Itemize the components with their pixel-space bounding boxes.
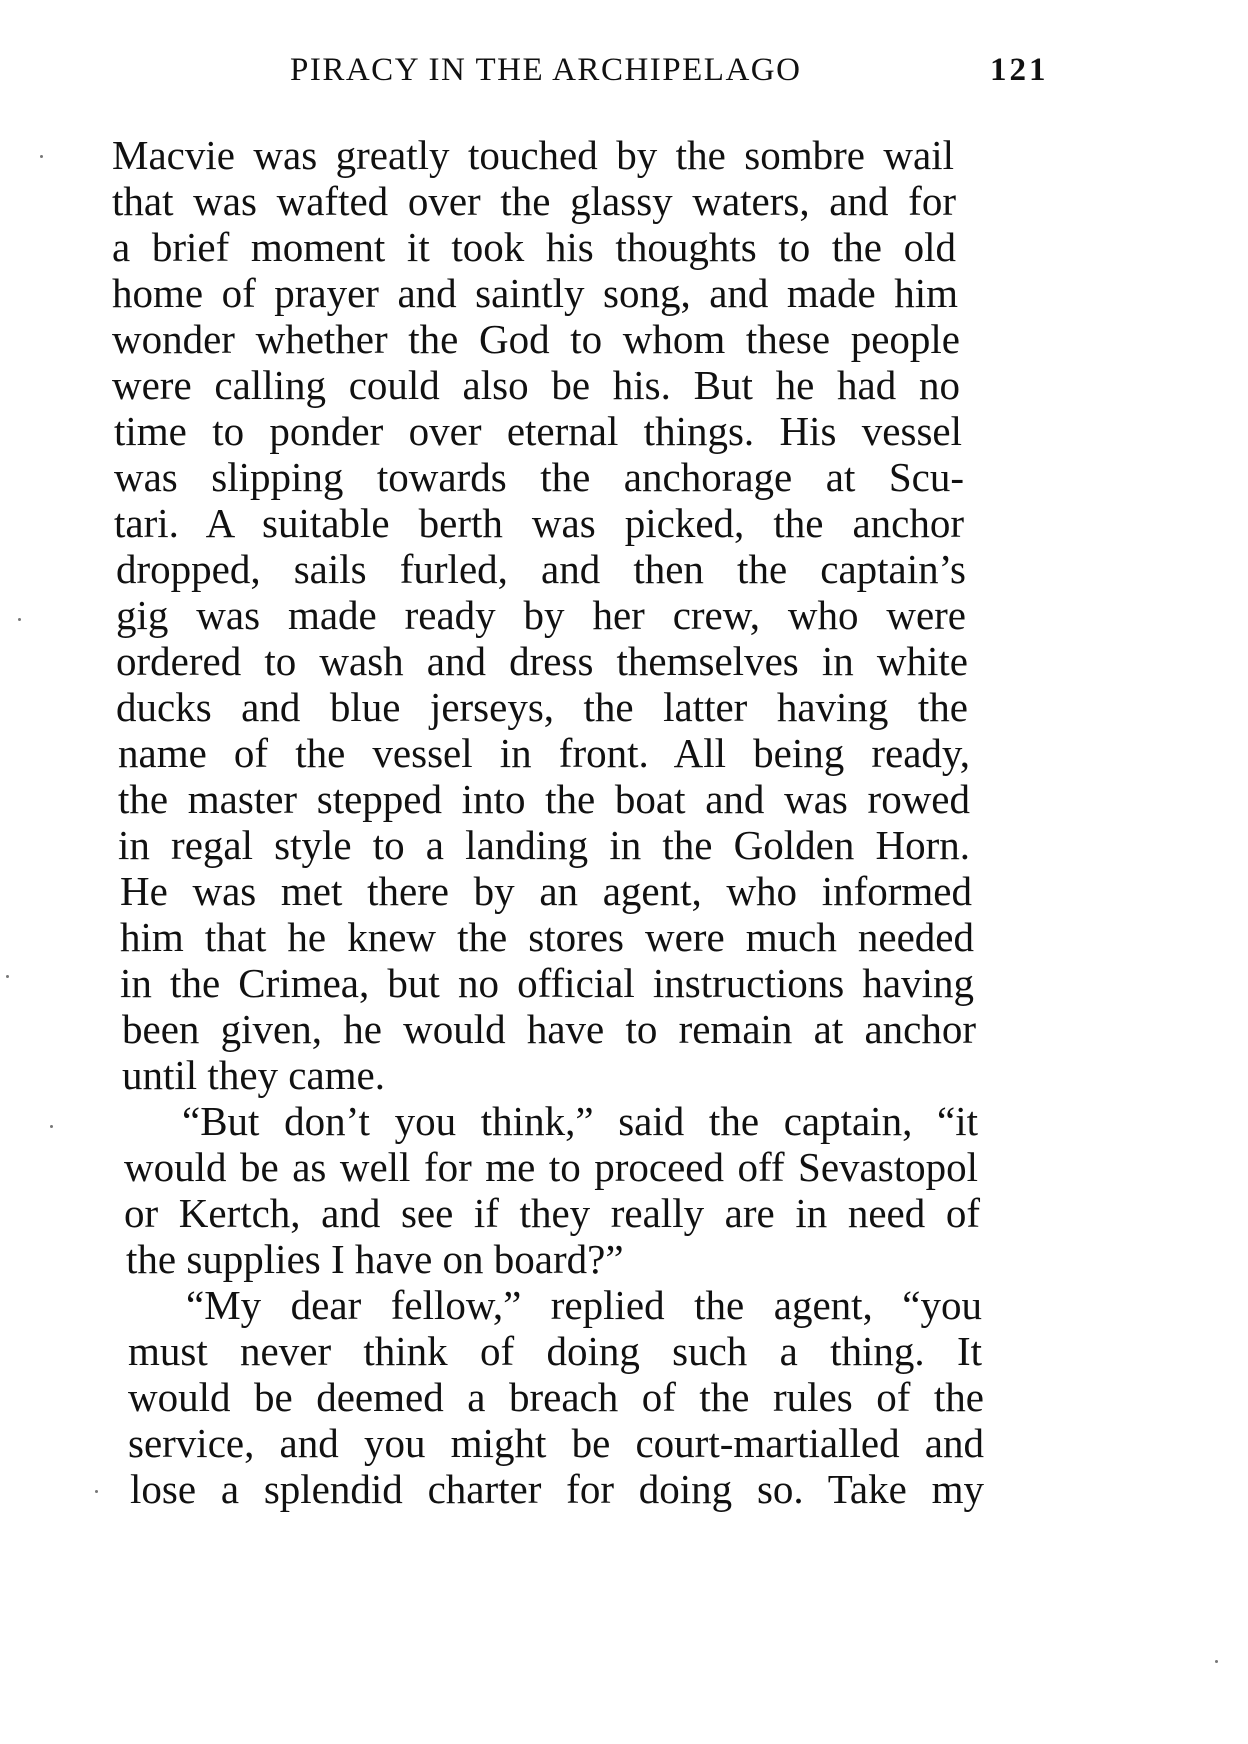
text-line: wonder whether the God to whom these people (112, 316, 960, 362)
scan-speck (40, 155, 43, 158)
text-line: that was wafted over the glassy waters, and for (112, 178, 956, 224)
text-line: ducks and blue jerseys, the latter having the (116, 684, 968, 730)
scan-speck (1215, 1660, 1218, 1663)
text-line: would be as well for me to proceed off Sevastopol (124, 1144, 978, 1190)
text-line: or Kertch, and see if they really are in need of (124, 1190, 980, 1236)
text-line: the supplies I have on board?” (126, 1236, 624, 1282)
text-line: Macvie was greatly touched by the sombre wail (112, 132, 954, 178)
text-line: until they came. (122, 1052, 385, 1098)
text-line: would be deemed a breach of the rules of the (128, 1374, 984, 1420)
text-line: He was met there by an agent, who informed (120, 868, 972, 914)
scan-speck (95, 1490, 98, 1493)
text-line: him that he knew the stores were much needed (120, 914, 974, 960)
text-line: dropped, sails furled, and then the captain’s (116, 546, 966, 592)
running-head: PIRACY IN THE ARCHIPELAGO (290, 52, 802, 88)
page-header (0, 52, 1248, 92)
text-line: in the Crimea, but no official instructions having (120, 960, 974, 1006)
text-line: time to ponder over eternal things. His vessel (114, 408, 962, 454)
text-line: service, and you might be court-martialled and (128, 1420, 984, 1466)
scan-speck (6, 975, 9, 978)
text-line: was slipping towards the anchorage at Scu- (114, 454, 964, 500)
text-line: gig was made ready by her crew, who were (116, 592, 966, 638)
scan-speck (18, 618, 21, 621)
scan-speck (50, 1125, 53, 1128)
page-number: 121 (990, 52, 1049, 88)
text-line: “My dear fellow,” replied the agent, “you (186, 1282, 982, 1328)
text-line: in regal style to a landing in the Golden Horn. (118, 822, 970, 868)
text-line: been given, he would have to remain at anchor (122, 1006, 976, 1052)
text-line: ordered to wash and dress themselves in white (116, 638, 968, 684)
text-line: lose a splendid charter for doing so. Take my (130, 1466, 984, 1512)
text-line: a brief moment it took his thoughts to the old (112, 224, 956, 270)
text-line: must never think of doing such a thing. It (128, 1328, 982, 1374)
text-line: home of prayer and saintly song, and made him (112, 270, 958, 316)
text-line: “But don’t you think,” said the captain, “it (182, 1098, 978, 1144)
text-line: the master stepped into the boat and was rowed (118, 776, 970, 822)
text-line: name of the vessel in front. All being ready, (118, 730, 970, 776)
text-line: were calling could also be his. But he had no (112, 362, 960, 408)
text-line: tari. A suitable berth was picked, the anchor (114, 500, 964, 546)
